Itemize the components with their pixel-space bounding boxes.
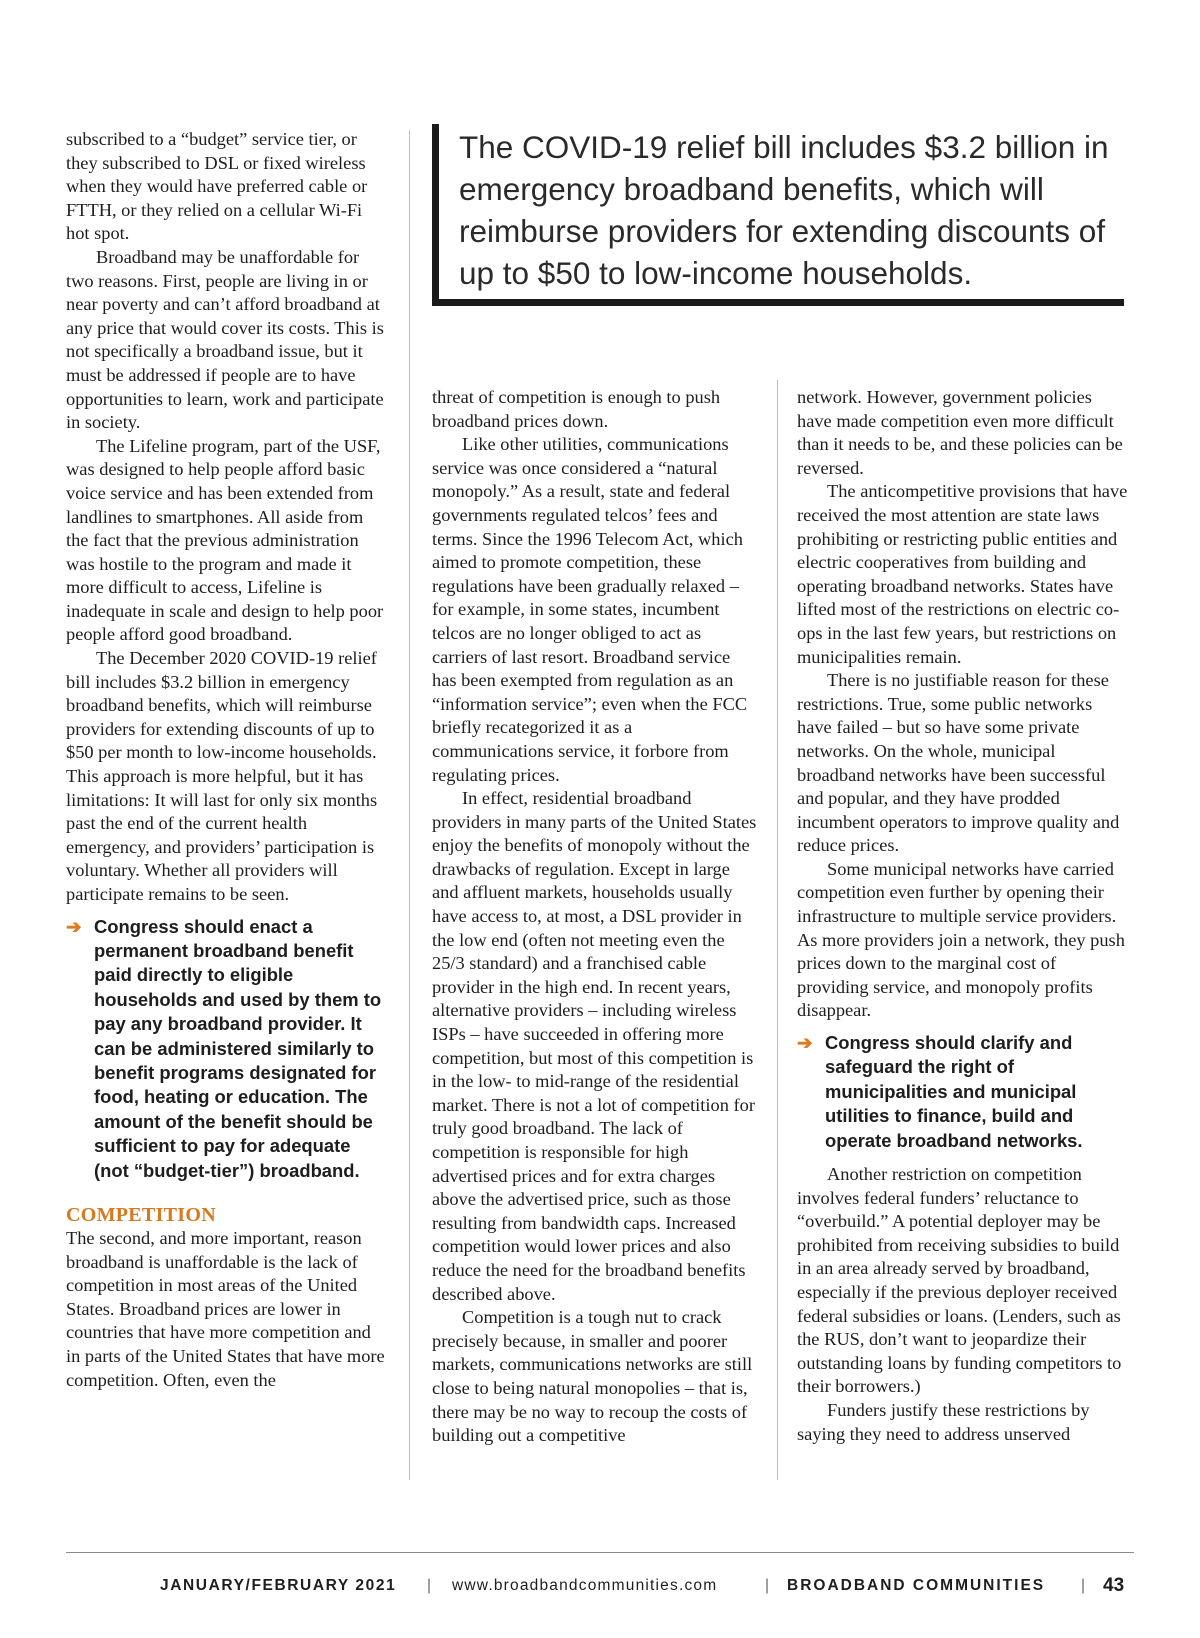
- footer-separator: |: [765, 1577, 770, 1594]
- paragraph: There is no justifiable reason for these restrictions. True, some public networks have failed – but so have some private networks. On the whole, municipal broadband networks have been successful and popular, and they have prodded incumbent operators to improve quality and reduce prices.: [797, 670, 1120, 856]
- column-divider: [777, 380, 778, 1480]
- column-divider: [409, 130, 410, 1480]
- paragraph: The Lifeline program, part of the USF, was designed to help people afford basic voice service and has been extended from landlines to smartphones. All aside from the fact that the previous administration was hostile to the program and made it more difficult to access, Lifeline is inadequate in scale and design to help poor people afford good broadband.: [66, 435, 384, 645]
- column-1: [66, 128, 386, 1392]
- paragraph: Another restriction on competition involves federal funders’ reluctance to “overbuild.” A potential deployer may be prohibited from receiving subsidies to build in an area already served by broadband, especially if the previous deployer received federal subsidies or loans. (Lenders, such as the RUS, don’t want to jeopardize their outstanding loans by funding competitors to their borrowers.): [797, 1164, 1122, 1397]
- section-heading: COMPETITION: [66, 1204, 216, 1227]
- paragraph: The December 2020 COVID-19 relief bill includes $3.2 billion in emergency broadband benefits, which will reimburse providers for extending discounts of up to $50 per month to low-income households. This approach is more helpful, but it has limitations: It will last for only six months past the end of the current health emergency, and providers’ participation is voluntary. Whether all providers will participate remains to be seen.: [66, 648, 378, 904]
- paragraph: subscribed to a “budget” service tier, or they subscribed to DSL or fixed wireless when they would have preferred cable or FTTH, or they relied on a cellular Wi-Fi hot spot.: [66, 129, 368, 244]
- paragraph: The second, and more important, reason broadband is unaffordable is the lack of competition in most areas of the United States. Broadband prices are lower in countries that have more competition and in parts of the United States that have more competition. Often, even the: [66, 1228, 385, 1390]
- paragraph: network. However, government policies have made competition even more difficult than it needs to be, and these policies can be reversed.: [797, 387, 1123, 478]
- footer-separator: |: [427, 1577, 432, 1594]
- paragraph: The anticompetitive provisions that have received the most attention are state laws prohibiting or restricting public entities and electric cooperatives from building and operating broadband networks. States have lifted most of the restrictions on electric co-ops in the last few years, but restrictions on municipalities remain.: [797, 481, 1128, 667]
- footer-rule: [66, 1552, 1134, 1553]
- recommendation-box: [797, 1031, 1129, 1153]
- magazine-name: BROADBAND COMMUNITIES: [787, 1577, 1046, 1594]
- paragraph: Competition is a tough nut to crack precisely because, in smaller and poorer markets, communications networks are still close to being natural monopolies – that is, there may be no way to recoup the costs of building out a competitive: [432, 1307, 753, 1446]
- paragraph: Funders justify these restrictions by saying they need to address unserved: [797, 1400, 1090, 1444]
- recommendation-text: Congress should enact a permanent broadband benefit paid directly to eligible households and used by them to pay any broadband provider. It can be administered similarly to benefit programs designated for food, heating or education. The amount of the benefit should be sufficient to pay for adequate (not “budget-tier”) broadband.: [94, 915, 382, 1181]
- page-number: 43: [1103, 1575, 1125, 1596]
- issue-date: JANUARY/FEBRUARY 2021: [160, 1577, 397, 1594]
- website-link[interactable]: www.broadbandcommunities.com: [452, 1577, 718, 1594]
- column-2: [432, 386, 758, 1448]
- column-3: [797, 386, 1129, 1446]
- paragraph: Broadband may be unaffordable for two reasons. First, people are living in or near poverty and can’t afford broadband at any price that would cover its costs. This is not specifically a broadband issue, but it must be addressed if people are to have opportunities to learn, work and participate in society.: [66, 246, 384, 433]
- arrow-right-icon: ➔: [797, 1032, 813, 1054]
- footer-separator: |: [1081, 1577, 1086, 1594]
- arrow-right-icon: ➔: [66, 915, 82, 937]
- paragraph: Some municipal networks have carried competition even further by opening their infrastructure to multiple service providers. As more providers join a network, they push prices down to the marginal cost of providing service, and monopoly profits disappear.: [797, 858, 1125, 1021]
- recommendation-box: [66, 915, 386, 1183]
- pull-quote: [432, 124, 1124, 306]
- paragraph: threat of competition is enough to push broadband prices down.: [432, 387, 721, 431]
- paragraph: In effect, residential broadband providers in many parts of the United States enjoy the benefits of monopoly without the drawbacks of regulation. Except in large and affluent markets, households usually have access to, at most, a DSL provider in the low end (often not meeting even the 25/3 standard) and a franchised cable provider in the high end. In recent years, alternative providers – including wireless ISPs – have succeeded in offering more competition, but most of this competition is in the low- to mid-range of the residential market. There is not a lot of competition for truly good broadband. The lack of competition is responsible for high advertised prices and for extra charges above the advertised price, such as those resulting from bandwidth caps. Increased competition would lower prices and also reduce the need for the broadband benefits described above.: [432, 788, 757, 1304]
- recommendation-text: Congress should clarify and safeguard the right of municipalities and municipal utilities to finance, build and operate broadband networks.: [825, 1032, 1083, 1151]
- pull-quote-text: The COVID-19 relief bill includes $3.2 billion in emergency broadband benefits, which will reimburse providers for extending discounts of up to $50 to low-income households.: [459, 129, 1109, 291]
- paragraph: Like other utilities, communications service was once considered a “natural monopoly.” As a result, state and federal governments regulated telcos’ fees and terms. Since the 1996 Telecom Act, which aimed to promote competition, these regulations have been gradually relaxed – for example, in some states, incumbent telcos are no longer obliged to act as carriers of last resort. Broadband service has been exempted from regulation as an “information service”; even when the FCC briefly recategorized it as a communications service, it forbore from regulating prices.: [432, 434, 748, 785]
